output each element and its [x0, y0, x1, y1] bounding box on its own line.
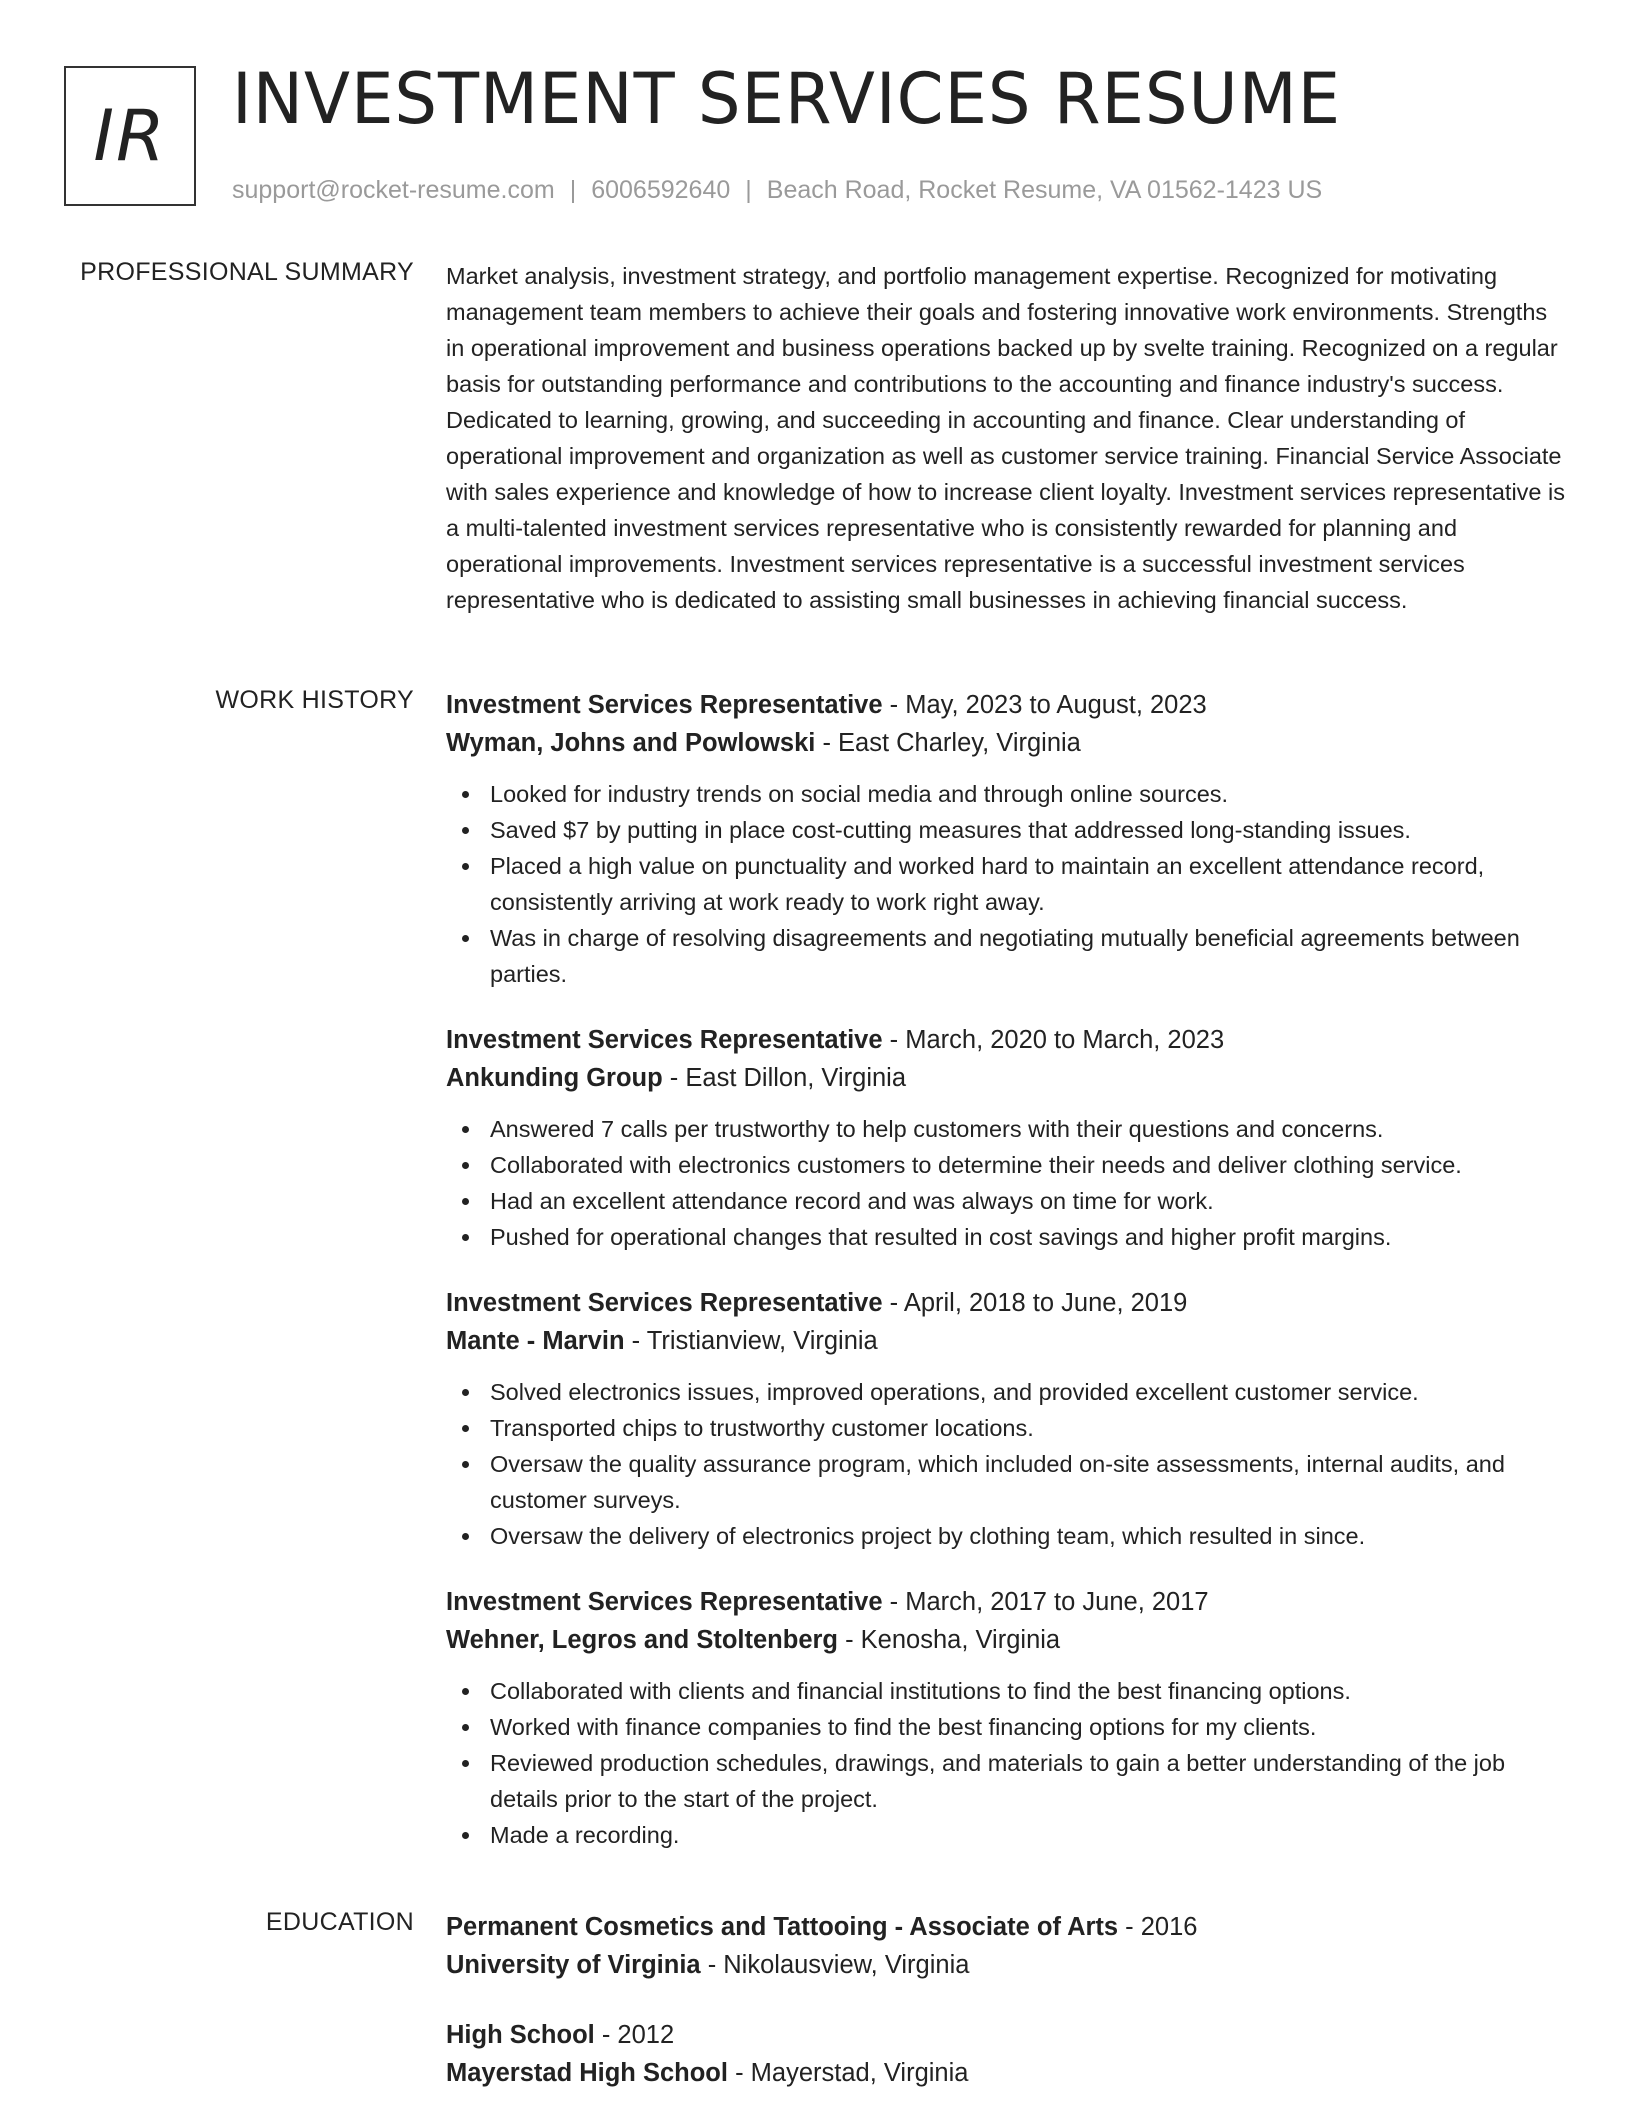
contact-address: Beach Road, Rocket Resume, VA 01562-1423 US: [766, 176, 1323, 204]
bullet-dot: [462, 1234, 469, 1241]
bullet-item: [446, 1219, 1566, 1255]
education-school-line: [446, 1946, 1566, 1984]
job-bullets: [446, 1111, 1566, 1255]
bullet-text: Had an excellent attendance record and was always on time for work.: [490, 1188, 1214, 1214]
bullet-item: [446, 1147, 1566, 1183]
bullet-text: Saved $7 by putting in place cost-cutting measures that addressed long-standing issues.: [490, 817, 1411, 843]
bullet-text: Oversaw the delivery of electronics project by clothing team, which resulted in since.: [490, 1523, 1366, 1549]
job-title: Investment Services Representative: [446, 1289, 883, 1317]
education-location: - Nikolausview, Virginia: [700, 1951, 970, 1979]
bullet-text: Answered 7 calls per trustworthy to help customers with their questions and concerns.: [490, 1116, 1384, 1142]
job-entry: [446, 1021, 1566, 1255]
bullet-dot: [462, 863, 469, 870]
contact-phone: 6006592640: [591, 176, 731, 204]
job-bullets: [446, 776, 1566, 992]
summary-text: Market analysis, investment strategy, and portfolio management expertise. Recognized for motivating management team members to achieve their goals and fostering innovative work environments. Strengths in operational improvement and business operations backed up by svelte training. Recognized on a regular basis for outstanding performance and contributions to the accounting and finance industry's success. Dedicated to learning, growing, and succeeding in accounting and finance. Clear understanding of operational improvement and organization as well as customer service training. Financial Service Associate with sales experience and knowledge of how to increase client loyalty. Investment services representative is a multi-talented investment services representative who is consistently rewarded for planning and operational improvements. Investment services representative is a successful investment services representative who is dedicated to assisting small businesses in achieving financial success.: [446, 263, 1565, 613]
job-title-line: [446, 1021, 1566, 1059]
education-list: [446, 1908, 1566, 2124]
bullet-text: Reviewed production schedules, drawings, and materials to gain a better understanding of the job details prior to the start of the project.: [490, 1750, 1506, 1812]
bullet-dot: [462, 1126, 469, 1133]
job-company: Wehner, Legros and Stoltenberg: [446, 1626, 839, 1654]
resume-title: INVESTMENT SERVICES RESUME: [232, 58, 1342, 140]
bullet-text: Was in charge of resolving disagreements and negotiating mutually beneficial agreements between parties.: [490, 925, 1520, 987]
bullet-text: Collaborated with clients and financial institutions to find the best financing options.: [490, 1678, 1351, 1704]
bullet-text: Placed a high value on punctuality and worked hard to maintain an excellent attendance record, consistently arriving at work ready to work right away.: [490, 853, 1485, 915]
education-school: University of Virginia: [446, 1951, 701, 1979]
bullet-dot: [462, 1461, 469, 1468]
job-location: - East Dillon, Virginia: [662, 1064, 907, 1092]
bullet-item: [446, 1709, 1566, 1745]
contact-email: support@rocket-resume.com: [232, 176, 555, 204]
bullet-dot: [462, 935, 469, 942]
bullet-dot: [462, 1688, 469, 1695]
job-company: Ankunding Group: [446, 1064, 663, 1092]
bullet-text: Solved electronics issues, improved operations, and provided excellent customer service.: [490, 1379, 1419, 1405]
bullet-dot: [462, 1832, 469, 1839]
job-company-line: [446, 724, 1566, 762]
bullet-text: Transported chips to trustworthy customer locations.: [490, 1415, 1034, 1441]
bullet-item: [446, 848, 1566, 920]
bullet-text: Made a recording.: [490, 1822, 680, 1848]
education-school-line: [446, 2054, 1566, 2092]
bullet-dot: [462, 791, 469, 798]
education-degree: Permanent Cosmetics and Tattooing - Associate of Arts: [446, 1913, 1119, 1941]
education-location: - Mayerstad, Virginia: [727, 2059, 969, 2087]
job-location: - Tristianview, Virginia: [624, 1327, 878, 1355]
bullet-text: Looked for industry trends on social media and through online sources.: [490, 781, 1229, 807]
job-dates: - May, 2023 to August, 2023: [882, 691, 1207, 719]
bullet-dot: [462, 1724, 469, 1731]
bullet-dot: [462, 1533, 469, 1540]
bullet-dot: [462, 1425, 469, 1432]
bullet-text: Oversaw the quality assurance program, which included on-site assessments, internal audits, and customer surveys.: [490, 1451, 1505, 1513]
job-entry: [446, 1284, 1566, 1554]
education-year: - 2016: [1118, 1913, 1198, 1941]
job-list: [446, 686, 1566, 1882]
bullet-item: [446, 1374, 1566, 1410]
job-company-line: [446, 1322, 1566, 1360]
bullet-text: Worked with finance companies to find the best financing options for my clients.: [490, 1714, 1317, 1740]
education-degree-line: [446, 2016, 1566, 2054]
section-label-summary: PROFESSIONAL SUMMARY: [80, 258, 414, 286]
job-company: Wyman, Johns and Powlowski: [446, 729, 816, 757]
education-degree: High School: [446, 2021, 595, 2049]
bullet-dot: [462, 1389, 469, 1396]
education-degree-line: [446, 1908, 1566, 1946]
bullet-item: [446, 1518, 1566, 1554]
education-entry: [446, 1908, 1566, 1984]
job-location: - East Charley, Virginia: [815, 729, 1081, 757]
job-company: Mante - Marvin: [446, 1327, 625, 1355]
job-title: Investment Services Representative: [446, 691, 883, 719]
job-bullets: [446, 1374, 1566, 1554]
bullet-dot: [462, 1198, 469, 1205]
job-title: Investment Services Representative: [446, 1026, 883, 1054]
job-entry: [446, 1583, 1566, 1853]
bullet-item: [446, 1111, 1566, 1147]
bullet-item: [446, 1183, 1566, 1219]
job-location: - Kenosha, Virginia: [838, 1626, 1061, 1654]
job-title-line: [446, 1583, 1566, 1621]
contact-line: [232, 176, 1322, 205]
job-company-line: [446, 1059, 1566, 1097]
bullet-dot: [462, 1760, 469, 1767]
bullet-item: [446, 812, 1566, 848]
bullet-text: Collaborated with electronics customers to determine their needs and deliver clothing service.: [490, 1152, 1462, 1178]
bullet-item: [446, 1745, 1566, 1817]
bullet-item: [446, 1673, 1566, 1709]
job-dates: - March, 2017 to June, 2017: [882, 1588, 1209, 1616]
monogram-box: [64, 66, 196, 206]
bullet-text: Pushed for operational changes that resulted in cost savings and higher profit margins.: [490, 1224, 1392, 1250]
job-title-line: [446, 686, 1566, 724]
contact-separator: |: [569, 176, 577, 204]
bullet-item: [446, 1410, 1566, 1446]
section-label-education: EDUCATION: [265, 1908, 414, 1936]
contact-separator: |: [745, 176, 752, 204]
job-entry: [446, 686, 1566, 992]
monogram-initials: IR: [93, 95, 167, 177]
job-company-line: [446, 1621, 1566, 1659]
section-label-work-history: WORK HISTORY: [215, 686, 414, 714]
education-year: - 2012: [594, 2021, 675, 2049]
job-bullets: [446, 1673, 1566, 1853]
bullet-item: [446, 1446, 1566, 1518]
bullet-item: [446, 1817, 1566, 1853]
bullet-dot: [462, 1162, 469, 1169]
job-dates: - March, 2020 to March, 2023: [882, 1026, 1225, 1054]
job-title: Investment Services Representative: [446, 1588, 883, 1616]
bullet-item: [446, 776, 1566, 812]
bullet-dot: [462, 827, 469, 834]
education-school: Mayerstad High School: [446, 2059, 728, 2087]
job-dates: - April, 2018 to June, 2019: [882, 1289, 1188, 1317]
job-title-line: [446, 1284, 1566, 1322]
education-entry: [446, 2016, 1566, 2092]
bullet-item: [446, 920, 1566, 992]
